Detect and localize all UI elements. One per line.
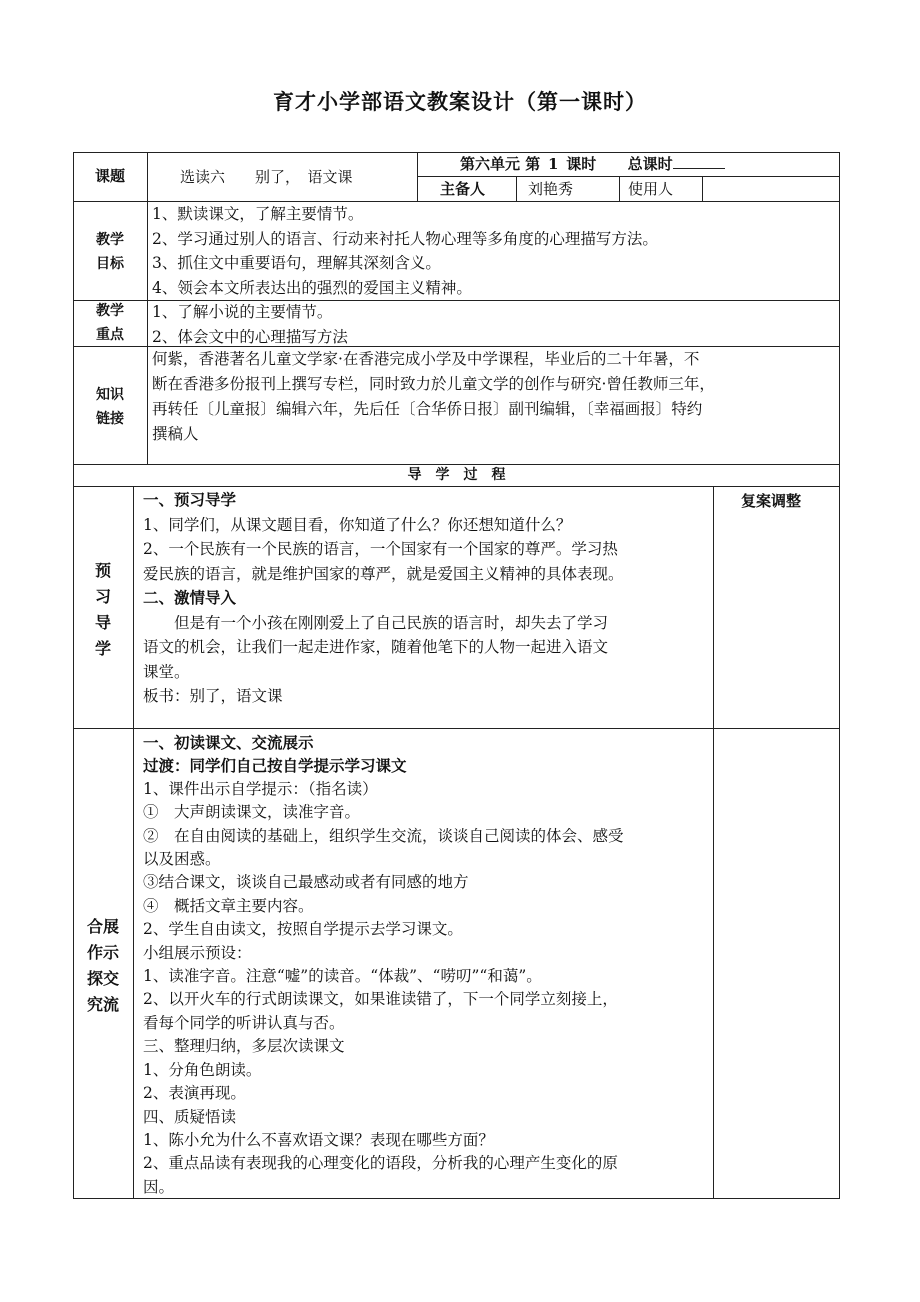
total-lessons-label: 总课时 [627, 155, 673, 173]
topic-value: 选读六 别了， 语文课 [180, 168, 353, 186]
unit-text: 第六单元 [460, 155, 521, 173]
knowledge-text: 何紫，香港著名儿童文学家·在香港完成小学及中学课程，毕业后的二十年暑，不 断在香港多份报刊上撰写专栏，同时致力於儿童文学的创作与研究·曾任教师三年， 再转任〔儿童报〕编辑六年，先后任〔合华侨日报〕副刊编辑，〔幸福画报〕特约 撰稿人 [152, 350, 715, 443]
process-header: 导 学 过 程 [407, 467, 506, 483]
goals-list [152, 202, 658, 300]
section-cooperate-content: 一、初读课文、交流展示 过渡：同学们自己按自学提示学习课文 1、课件出示自学提示：（指名读） ① 大声朗读课文，读准字音。 ② 在自由阅读的基础上，组织学生交流，谈谈自己阅读的体会、感受 以及困惑。 ③结合课文，谈谈自己最感动或者有同感的地方 ④ 概括文章主要内容。 2、学生自由读文，按照自学提示去学习课文。 小组展示预设： 1、读准字音。注意“嘘”的读音。“体裁”、“唠叨”“和蔼”。 2、以开火车的行式朗读课文，如果谁读错了，下一个同学立刻接上， 看每个同学的听讲认真与否。 三、整理归纳，多层次读课文 1、分角色朗读。 2、表演再现。 四、质疑悟读 1、陈小允为什么不喜欢语文课？表现在哪些方面？ 2、重点品读有表现我的心理变化的语段，分析我的心理产生变化的原 因。 [143, 733, 624, 1196]
topic-label: 课题 [94, 167, 125, 185]
section-preview-label: 预 习 导 学 [94, 561, 111, 658]
keypoint-item: 1、了解小说的主要情节。 [152, 303, 333, 321]
preparer-value: 刘艳秀 [528, 180, 574, 198]
goal-item: 2、学习通过别人的语言、行动来衬托人物心理等多角度的心理描写方法。 [152, 229, 658, 248]
goal-item: 4、领会本文所表达出的强烈的爱国主义精神。 [152, 278, 472, 297]
document-title: 育才小学部语文教案设计（第一课时） [273, 89, 647, 114]
preparer-label: 主备人 [440, 180, 486, 198]
lesson-info [460, 153, 725, 177]
goal-item: 1、默读课文，了解主要情节。 [152, 205, 364, 223]
lesson-prefix: 第 [525, 155, 541, 173]
section-preview-content: 一、预习导学 1、同学们，从课文题目看，你知道了什么？你还想知道什么？ 2、一个民族有一个民族的语言，一个国家有一个国家的尊严。学习热 爱民族的语言，就是维护国家的尊严，就是爱国主义精神的具体表现。 二、激情导入 但是有一个小孩在刚刚爱上了自己民族的语言时，却失去了学习 语文的机会，让我们一起走进作家，随着他笔下的人物一起进入语文 课堂。 板书：别了，语文课 [143, 490, 624, 705]
user-label: 使用人 [628, 180, 674, 198]
keypoints-list [152, 300, 348, 349]
keypoint-item: 2、体会文中的心理描写方法 [152, 327, 348, 346]
goals-label: 教学 目标 [96, 232, 124, 272]
keypoints-label: 教学 重点 [96, 303, 124, 343]
lesson-number: 1 [540, 153, 566, 177]
adjust-label: 复案调整 [741, 492, 802, 510]
knowledge-label: 知识 链接 [96, 387, 124, 427]
section-cooperate-label: 合展 作示 探交 究流 [86, 917, 119, 1014]
lesson-suffix: 课时 [566, 155, 597, 173]
total-lessons-value [673, 168, 725, 169]
goal-item: 3、抓住文中重要语句，理解其深刻含义。 [152, 254, 441, 272]
